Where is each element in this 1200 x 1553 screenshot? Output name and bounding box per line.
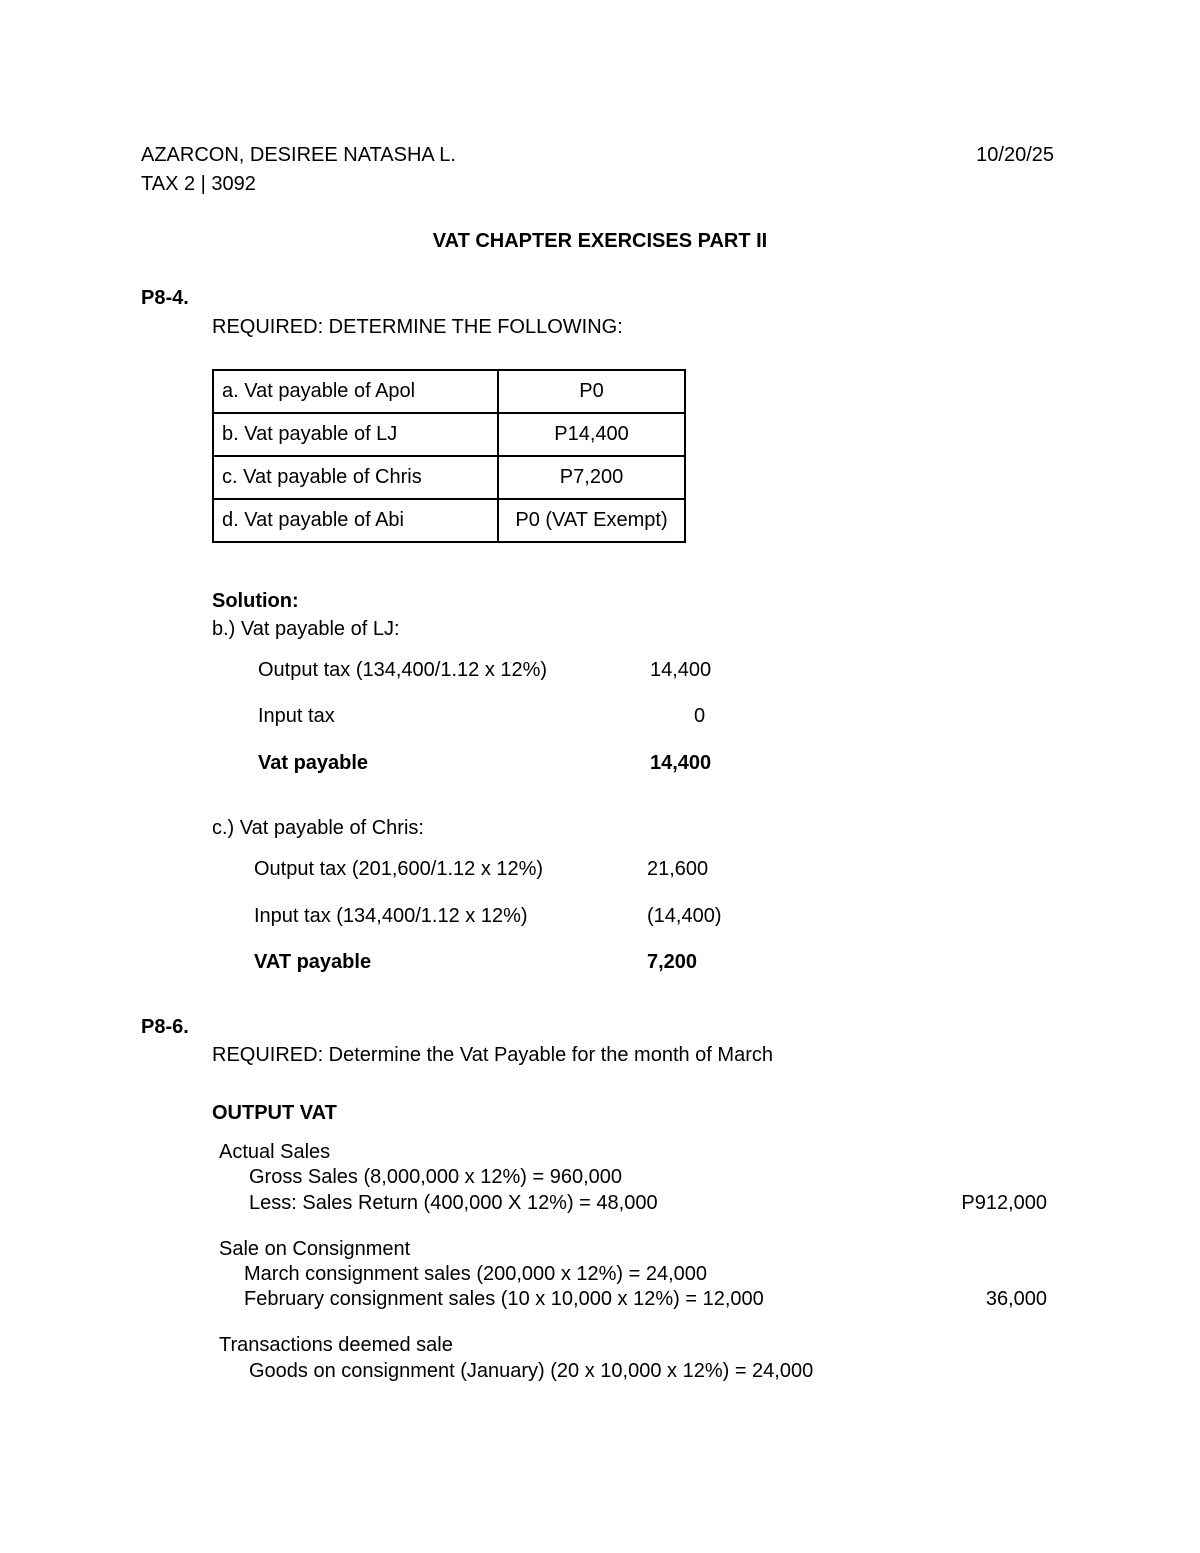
table-row: [213, 370, 685, 413]
course-code: TAX 2 | 3092: [141, 173, 256, 195]
table-cell-label: b. Vat payable of LJ: [213, 413, 498, 456]
actual-sales-total: P912,000: [961, 1192, 1047, 1214]
solution-label: Solution:: [212, 590, 299, 612]
student-name: AZARCON, DESIREE NATASHA L.: [141, 144, 456, 166]
c-input-tax-label: Input tax (134,400/1.12 x 12%): [254, 905, 528, 927]
deemed-sale-heading: Transactions deemed sale: [219, 1334, 453, 1356]
table-row: [213, 499, 685, 542]
b-output-tax-value: 14,400: [650, 659, 712, 681]
table-cell-value: P14,400: [498, 413, 685, 456]
problem-label-p8-4: P8-4.: [141, 287, 189, 309]
table-cell-value: P7,200: [498, 456, 685, 499]
p8-6-required: REQUIRED: Determine the Vat Payable for the month of March: [212, 1044, 773, 1066]
b-input-tax-value: 0: [694, 705, 706, 727]
c-vat-payable-value: 7,200: [647, 951, 698, 973]
p8-4-required: REQUIRED: DETERMINE THE FOLLOWING:: [212, 316, 623, 338]
table-row: [213, 413, 685, 456]
table-cell-value: P0: [498, 370, 685, 413]
february-consignment-line: February consignment sales (10 x 10,000 x 12%) = 12,000: [244, 1288, 764, 1310]
solution-b-heading: b.) Vat payable of LJ:: [212, 618, 400, 640]
page-title: VAT CHAPTER EXERCISES PART II: [432, 230, 768, 252]
b-vat-payable-label: Vat payable: [258, 752, 369, 774]
b-vat-payable-value: 14,400: [650, 752, 712, 774]
table-cell-value: P0 (VAT Exempt): [498, 499, 685, 542]
table-cell-label: c. Vat payable of Chris: [213, 456, 498, 499]
table-cell-label: d. Vat payable of Abi: [213, 499, 498, 542]
consignment-total: 36,000: [985, 1288, 1047, 1310]
c-output-tax-value: 21,600: [647, 858, 709, 880]
c-vat-payable-label: VAT payable: [254, 951, 372, 973]
goods-on-consignment-line: Goods on consignment (January) (20 x 10,000 x 12%) = 24,000: [249, 1360, 814, 1382]
answers-table: [212, 369, 686, 543]
sales-return-line: Less: Sales Return (400,000 X 12%) = 48,000: [249, 1192, 658, 1214]
actual-sales-heading: Actual Sales: [219, 1141, 331, 1163]
table-row: [213, 456, 685, 499]
problem-label-p8-6: P8-6.: [141, 1016, 189, 1038]
gross-sales-line: Gross Sales (8,000,000 x 12%) = 960,000: [249, 1166, 623, 1188]
output-vat-heading: OUTPUT VAT: [212, 1102, 337, 1124]
b-output-tax-label: Output tax (134,400/1.12 x 12%): [258, 659, 548, 681]
c-output-tax-label: Output tax (201,600/1.12 x 12%): [254, 858, 544, 880]
consignment-heading: Sale on Consignment: [219, 1238, 411, 1260]
c-input-tax-value: (14,400): [647, 905, 722, 927]
document-date: 10/20/25: [976, 144, 1054, 166]
b-input-tax-label: Input tax: [258, 705, 335, 727]
march-consignment-line: March consignment sales (200,000 x 12%) = 24,000: [244, 1263, 708, 1285]
solution-c-heading: c.) Vat payable of Chris:: [212, 817, 424, 839]
table-cell-label: a. Vat payable of Apol: [213, 370, 498, 413]
